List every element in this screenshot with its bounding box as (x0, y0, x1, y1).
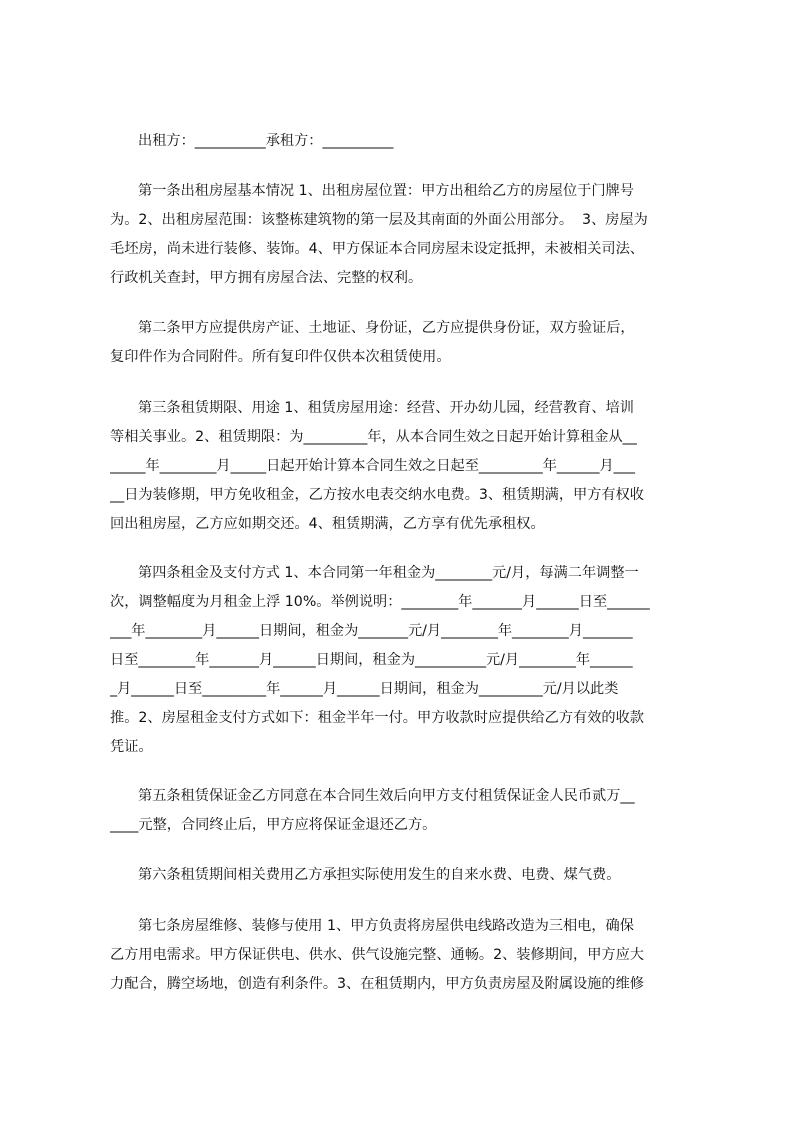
article-7-line-3: 力配合，腾空场地，创造有利条件。3、在租赁期内，甲方负责房屋及附属设施的维修 (110, 976, 644, 992)
article-4-line-5: _月______日至_________年______月______日期间，租金为_________元/月以此类 (110, 681, 619, 697)
article-3-line-5: 回出租房屋，乙方应如期交还。4、租赁期满，乙方享有优先承租权。 (110, 516, 545, 532)
article-1-line-2: 为。2、出租房屋范围：该整栋建筑物的第一层及其南面的外面公用部分。 3、房屋为 (110, 212, 648, 228)
article-1-line-3: 毛坯房，尚未进行装修、装饰。4、甲方保证本合同房屋未设定抵押，未被相关司法、 (110, 241, 644, 257)
article-4-line-1: 第四条租金及支付方式 1、本合同第一年租金为________元/月，每满二年调整一 (138, 565, 639, 581)
article-7-line-2: 乙方用电需求。甲方保证供电、供水、供气设施完整、通畅。2、装修期间，甲方应大 (110, 947, 644, 963)
article-7-line-1: 第七条房屋维修、装修与使用 1、甲方负责将房屋供电线路改造为三相电，确保 (138, 918, 634, 934)
article-6-line-1: 第六条租赁期间相关费用乙方承担实际使用发生的自来水费、电费、煤气费。 (138, 867, 621, 883)
article-3-line-1: 第三条租赁期限、用途 1、租赁房屋用途：经营、开办幼儿园，经营教育、培训 (138, 400, 634, 416)
article-1-line-1: 第一条出租房屋基本情况 1、出租房屋位置：甲方出租给乙方的房屋位于门牌号 (138, 183, 634, 199)
article-1-line-4: 行政机关查封，甲方拥有房屋合法、完整的权利。 (110, 270, 423, 286)
article-2-line-1: 第二条甲方应提供房产证、土地证、身份证，乙方应提供身份证，双方验证后， (138, 320, 635, 336)
article-3-line-2: 等相关事业。2、租赁期限：为_________年，从本合同生效之日起开始计算租金从__ (110, 429, 637, 445)
article-5-line-1: 第五条租赁保证金乙方同意在本合同生效后向甲方支付租赁保证金人民币贰万__ (138, 788, 635, 804)
article-4-line-2: 次，调整幅度为月租金上浮 10%。举例说明：________年_______月______日至______ (110, 594, 650, 610)
article-5-line-2: ____元整，合同终止后，甲方应将保证金退还乙方。 (110, 817, 437, 833)
article-4-line-4: 日至________年_______月______日期间，租金为__________元/月________年______ (110, 652, 633, 668)
article-4-line-7: 凭证。 (110, 739, 153, 755)
article-3-line-3: _____年________月_____日起开始计算本合同生效之日起至_________年______月___ (110, 458, 635, 474)
article-4-line-3: ___年________月______日期间，租金为_______元/月________年________月_______ (110, 623, 633, 639)
parties-line: 出租方：__________承租方：__________ (138, 133, 394, 149)
article-4-line-6: 推。2、房屋租金支付方式如下：租金半年一付。甲方收款时应提供给乙方有效的收款 (110, 710, 644, 726)
article-3-line-4: __日为装修期，甲方免收租金，乙方按水电表交纳水电费。3、租赁期满，甲方有权收 (110, 487, 644, 503)
article-2-line-2: 复印件作为合同附件。所有复印件仅供本次租赁使用。 (110, 349, 451, 365)
